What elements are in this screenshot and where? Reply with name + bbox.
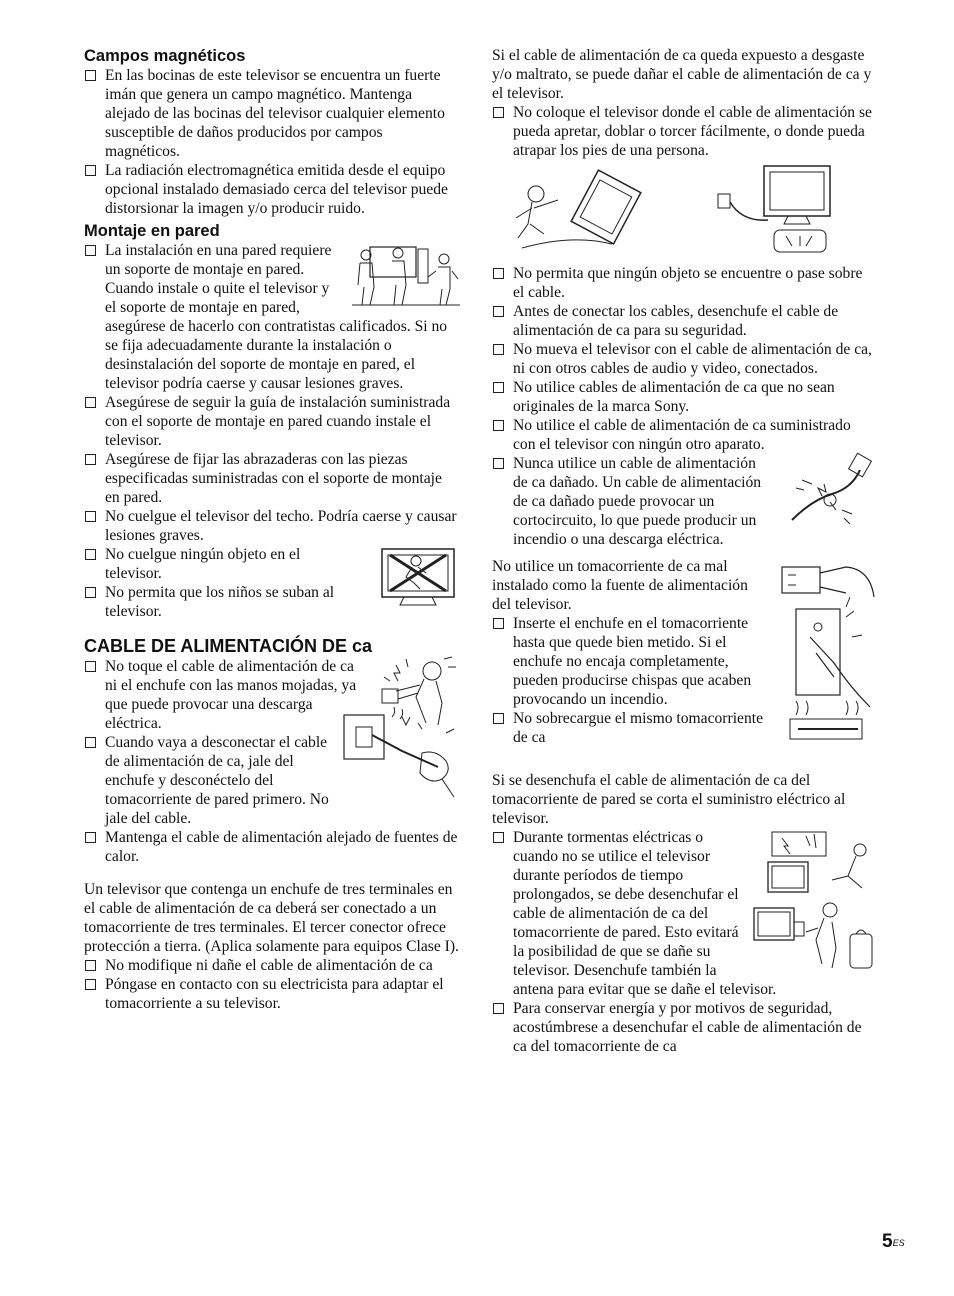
improper-outlet-paragraph: No utilice un tomacorriente de ca mal instalado como la fuente de alimentación del televisor. [492, 558, 748, 613]
list-item: Asegúrese de seguir la guía de instalación suministrada con el soporte de montaje en pared cuando instale el televisor. [84, 393, 460, 450]
list-item: No permita que ningún objeto se encuentre o pase sobre el cable. [492, 264, 872, 302]
language-code: ES [892, 1238, 905, 1248]
list-item: Asegúrese de fijar las abrazaderas con las piezas especificadas suministradas con el soporte de montaje en pared. [84, 450, 460, 507]
outlet-list [492, 614, 872, 747]
list-item: Póngase en contacto con su electricista para adaptar el tomacorriente a su televisor. [84, 975, 460, 1013]
damaged-cord-illustration [782, 450, 874, 528]
list-item: Cuando vaya a desconectar el cable de alimentación de ca, jale del enchufe y desconéctelo del tomacorriente de pared primero. No jale del cable. [84, 733, 460, 828]
wall-mount-heading: Montaje en pared [84, 222, 220, 240]
magnetic-fields-heading: Campos magnéticos [84, 47, 246, 65]
list-item: Antes de conectar los cables, desenchufe el cable de alimentación de ca para su seguridad. [492, 302, 872, 340]
outlet-section [492, 557, 872, 747]
list-item: Para conservar energía y por motivos de seguridad, acostúmbrese a desenchufar el cable de alimentación de ca del tomacorriente de ca [492, 999, 872, 1056]
list-item: Mantenga el cable de alimentación alejado de fuentes de calor. [84, 828, 460, 866]
unplug-list [492, 828, 872, 1056]
left-column [84, 46, 460, 1013]
list-item: No modifique ni dañe el cable de alimentación de ca [84, 956, 460, 975]
list-item: No mueva el televisor con el cable de alimentación de ca, ni con otros cables de audio y video, conectados. [492, 340, 872, 378]
wall-mount-illustration [352, 241, 460, 309]
list-item: No utilice cables de alimentación de ca que no sean originales de la marca Sony. [492, 378, 872, 416]
list-item: Nunca utilice un cable de alimentación de ca dañado. Un cable de alimentación de ca dañado puede provocar un cortocircuito, lo que puede producir un incendio o una descarga eléctrica. [492, 454, 872, 549]
unplug-paragraph: Si se desenchufa el cable de alimentación de ca del tomacorriente de pared se corta el suministro eléctrico al televisor. [492, 772, 846, 827]
cord-safety-list [492, 264, 872, 549]
list-item: Durante tormentas eléctricas o cuando no se utilice el televisor durante períodos de tiempo prolongados, se debe desenchufar el cable de alimentación de ca del tomacorriente de pared. Esto evitará la posibilidad de que se dañe su televisor. Desenchufe también la antena para evitar que se dañe el televisor. [492, 828, 872, 999]
storm-unplug-illustration [752, 828, 876, 974]
list-item: La radiación electromagnética emitida desde el equipo opcional instalado demasiado cerca del televisor puede distorsionar la imagen y/o producir ruido. [84, 161, 460, 218]
list-item: No cuelgue el televisor del techo. Podría caerse y causar lesiones graves. [84, 507, 460, 545]
list-item: No toque el cable de alimentación de ca ni el enchufe con las manos mojadas, ya que puede provocar una descarga eléctrica. [84, 657, 460, 733]
power-cord-list [84, 657, 460, 866]
cord-placement-list [492, 103, 872, 160]
cord-hazard-illustrations [492, 160, 872, 264]
list-item: No sobrecargue el mismo tomacorriente de ca [492, 709, 872, 747]
power-cord-list-2 [84, 956, 460, 1013]
power-cord-heading: CABLE DE ALIMENTACIÓN DE ca [84, 636, 373, 656]
list-item: No cuelgue ningún objeto en el televisor. [84, 545, 460, 583]
list-item: Inserte el enchufe en el tomacorriente hasta que quede bien metido. Si el enchufe no encaja completamente, pueden producirse chispas que acaben provocando un incendio. [492, 614, 872, 709]
cord-damage-paragraph: Si el cable de alimentación de ca queda expuesto a desgaste y/o maltrato, se puede dañar el cable de alimentación de ca y el televisor. [492, 47, 872, 102]
list-item: En las bocinas de este televisor se encuentra un fuerte imán que genera un campo magnético. Mantenga alejado de las bocinas del televisor cualquier elemento susceptible de daños producidos por campos magnéticos. [84, 66, 460, 161]
right-column [492, 46, 872, 1056]
pull-plug-illustration [342, 713, 460, 799]
magnetic-fields-list [84, 66, 460, 218]
three-prong-paragraph: Un televisor que contenga un enchufe de tres terminales en el cable de alimentación de ca deberá ser conectado a un tomacorriente de tres terminales. El tercer conector ofrece protección a tierra. (Aplica solamente para equipos Clase I). [84, 881, 459, 955]
wall-mount-list [84, 241, 460, 621]
list-item: No permita que los niños se suban al televisor. [84, 583, 460, 621]
list-item: La instalación en una pared requiere un soporte de montaje en pared. Cuando instale o quite el televisor y el soporte de montaje en pared, asegúrese de hacerlo con contratistas calificados. Si no se fija adecuadamente durante la instalación o desinstalación del soporte de montaje en pared, el televisor podría caerse y causar lesiones graves. [84, 241, 460, 393]
list-item: No utilice el cable de alimentación de ca suministrado con el televisor con ningún otro aparato. [492, 416, 872, 454]
list-item: No coloque el televisor donde el cable de alimentación se pueda apretar, doblar o torcer fácilmente, o donde pueda atrapar los pies de una persona. [492, 103, 872, 160]
page-number: $5^{ES}$ [882, 1231, 905, 1252]
